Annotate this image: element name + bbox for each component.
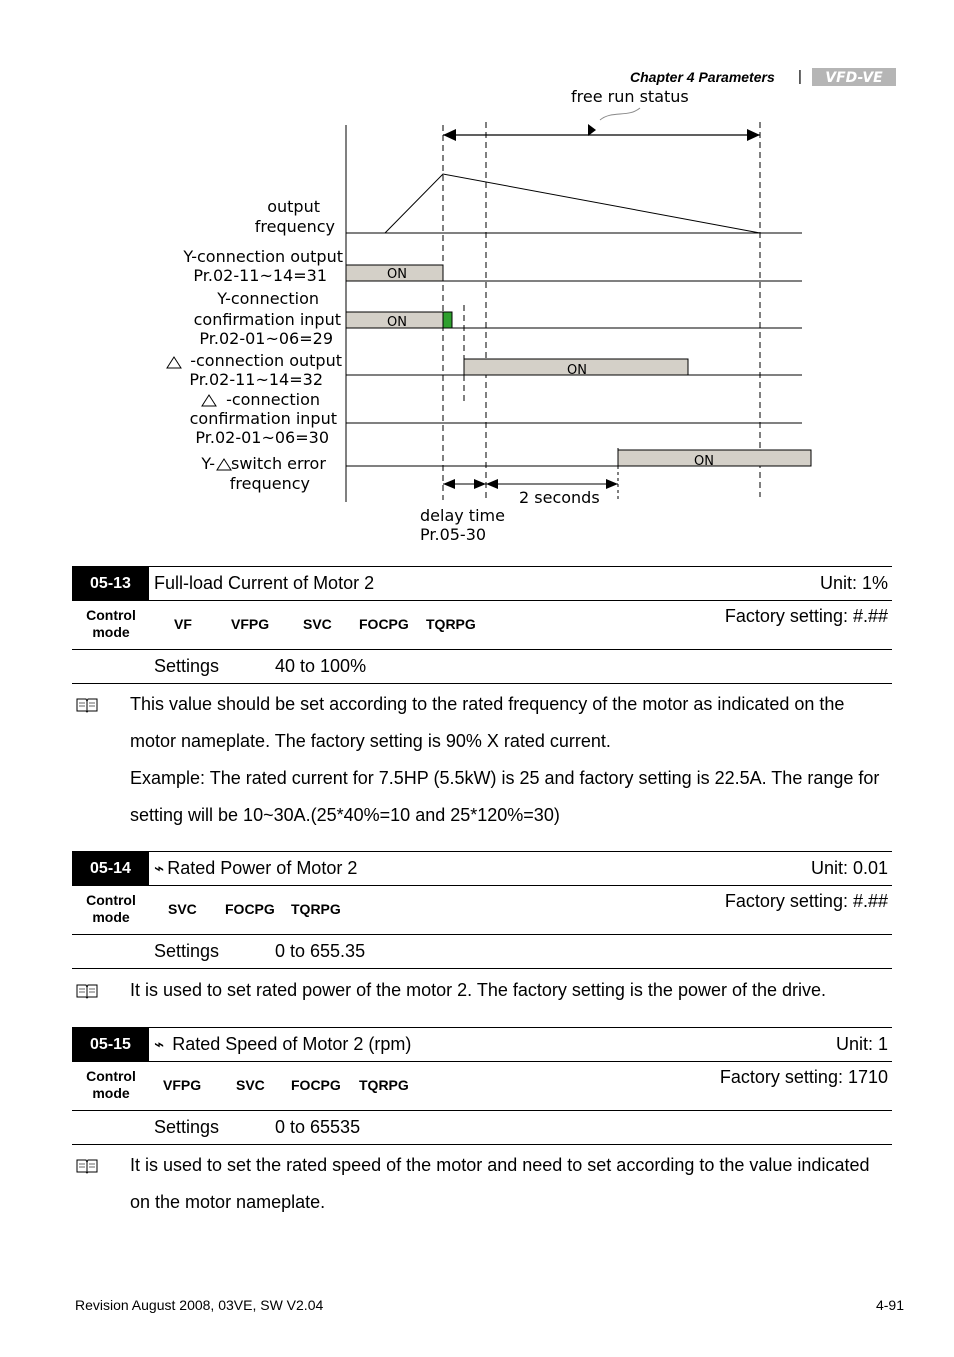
- svg-text:ON: ON: [567, 363, 587, 378]
- note-05-15: It is used to set the rated speed of the motor and need to set according to the value indicated on the motor nameplate.: [130, 1155, 870, 1212]
- mode-focpg: FOCPG: [225, 901, 275, 917]
- param-name: Full-load Current of Motor 2: [154, 573, 375, 593]
- control-mode-label: Control mode: [86, 607, 136, 640]
- settings-label: Settings: [154, 656, 220, 676]
- mode-focpg: FOCPG: [359, 616, 409, 632]
- settings-value: 0 to 655.35: [275, 941, 366, 961]
- mode-tqrpg: TQRPG: [291, 901, 341, 917]
- factory-setting: Factory setting: 1710: [719, 1067, 888, 1087]
- param-code: 05-15: [72, 1028, 149, 1061]
- param-name: ⌁ Rated Speed of Motor 2 (rpm): [154, 1034, 412, 1054]
- chapter-title: Chapter 4 Parameters: [630, 69, 775, 85]
- svg-text:ON: ON: [387, 267, 407, 282]
- svg-text:Pr.05-30: Pr.05-30: [420, 525, 487, 544]
- svg-text:ON: ON: [694, 454, 714, 469]
- mode-svc: SVC: [236, 1077, 265, 1093]
- timing-diagram: [0, 0, 954, 560]
- settings-label: Settings: [154, 941, 220, 961]
- mode-vfpg: VFPG: [163, 1077, 202, 1093]
- svg-text:Y-: Y-: [201, 454, 215, 473]
- param-05-15: [72, 1027, 892, 1145]
- settings-value: 40 to 100%: [275, 656, 367, 676]
- svg-text:ON: ON: [387, 315, 407, 330]
- param-name: ⌁ Rated Power of Motor 2: [154, 858, 358, 878]
- svg-text:VFD-VE: VFD-VE: [825, 70, 883, 86]
- mode-tqrpg: TQRPG: [359, 1077, 409, 1093]
- svg-text:confirmation input: confirmation input: [189, 409, 337, 428]
- param-unit: Unit: 1%: [819, 573, 888, 593]
- param-unit: Unit: 0.01: [810, 858, 888, 878]
- param-05-13: [72, 566, 892, 684]
- svg-text:output: output: [267, 197, 320, 216]
- svg-text:-connection: -connection: [226, 390, 320, 409]
- mode-vf: VF: [174, 616, 192, 632]
- mode-tqrpg: TQRPG: [426, 616, 476, 632]
- control-mode-label: Control mode: [86, 1068, 136, 1101]
- svg-text:2 seconds: 2 seconds: [519, 488, 600, 507]
- free-run-label: free run status: [571, 87, 689, 106]
- header-separator: |: [798, 68, 802, 85]
- svg-text:Y-connection output: Y-connection output: [183, 247, 343, 266]
- param-unit: Unit: 1: [835, 1034, 888, 1054]
- settings-label: Settings: [154, 1117, 220, 1137]
- note-05-13: This value should be set according to the rated frequency of the motor as indicated on the motor nameplate. The factory setting is 90% X rated current. Example: The rated current for 7.5HP (5.5kW) is 25 and factory setting is 22.5A. The range for setting will be 10~30A.(25*40%=10 and 25*120%=30): [130, 694, 880, 825]
- svg-text:frequency: frequency: [254, 217, 335, 236]
- param-code: 05-14: [72, 852, 149, 885]
- factory-setting: Factory setting: #.##: [724, 606, 888, 626]
- note-book-icon: [76, 1158, 98, 1174]
- svg-text:Pr.02-01~06=30: Pr.02-01~06=30: [195, 428, 329, 447]
- svg-text:frequency: frequency: [229, 474, 310, 493]
- mode-focpg: FOCPG: [291, 1077, 341, 1093]
- note-book-icon: [76, 983, 98, 999]
- svg-text:switch error: switch error: [231, 454, 326, 473]
- write-lock-icon: ⌁: [154, 859, 165, 878]
- control-mode-label: Control mode: [86, 892, 136, 925]
- svg-text:Y-connection: Y-connection: [217, 289, 319, 308]
- settings-value: 0 to 65535: [275, 1117, 361, 1137]
- param-05-14: [72, 851, 892, 969]
- param-code: 05-13: [72, 567, 149, 600]
- mode-vfpg: VFPG: [231, 616, 270, 632]
- note-05-14: It is used to set rated power of the motor 2. The factory setting is the power of the drive.: [130, 980, 827, 1000]
- svg-text:Pr.02-11~14=32: Pr.02-11~14=32: [189, 370, 323, 389]
- svg-text:delay time: delay time: [420, 506, 505, 525]
- mode-svc: SVC: [303, 616, 332, 632]
- footer-page-number: 4-91: [875, 1297, 904, 1313]
- factory-setting: Factory setting: #.##: [724, 891, 888, 911]
- mode-svc: SVC: [168, 901, 197, 917]
- free-run-pointer: [600, 108, 640, 120]
- footer-revision: Revision August 2008, 03VE, SW V2.04: [75, 1297, 324, 1313]
- svg-text:Pr.02-01~06=29: Pr.02-01~06=29: [199, 329, 333, 348]
- note-book-icon: [76, 697, 98, 713]
- write-lock-icon: ⌁: [154, 1035, 165, 1054]
- confirm-pulse: [443, 312, 452, 328]
- on-bar-switch-error: [618, 450, 811, 466]
- svg-text:confirmation input: confirmation input: [193, 310, 341, 329]
- svg-text:-connection output: -connection output: [190, 351, 342, 370]
- svg-text:Pr.02-11~14=31: Pr.02-11~14=31: [193, 266, 327, 285]
